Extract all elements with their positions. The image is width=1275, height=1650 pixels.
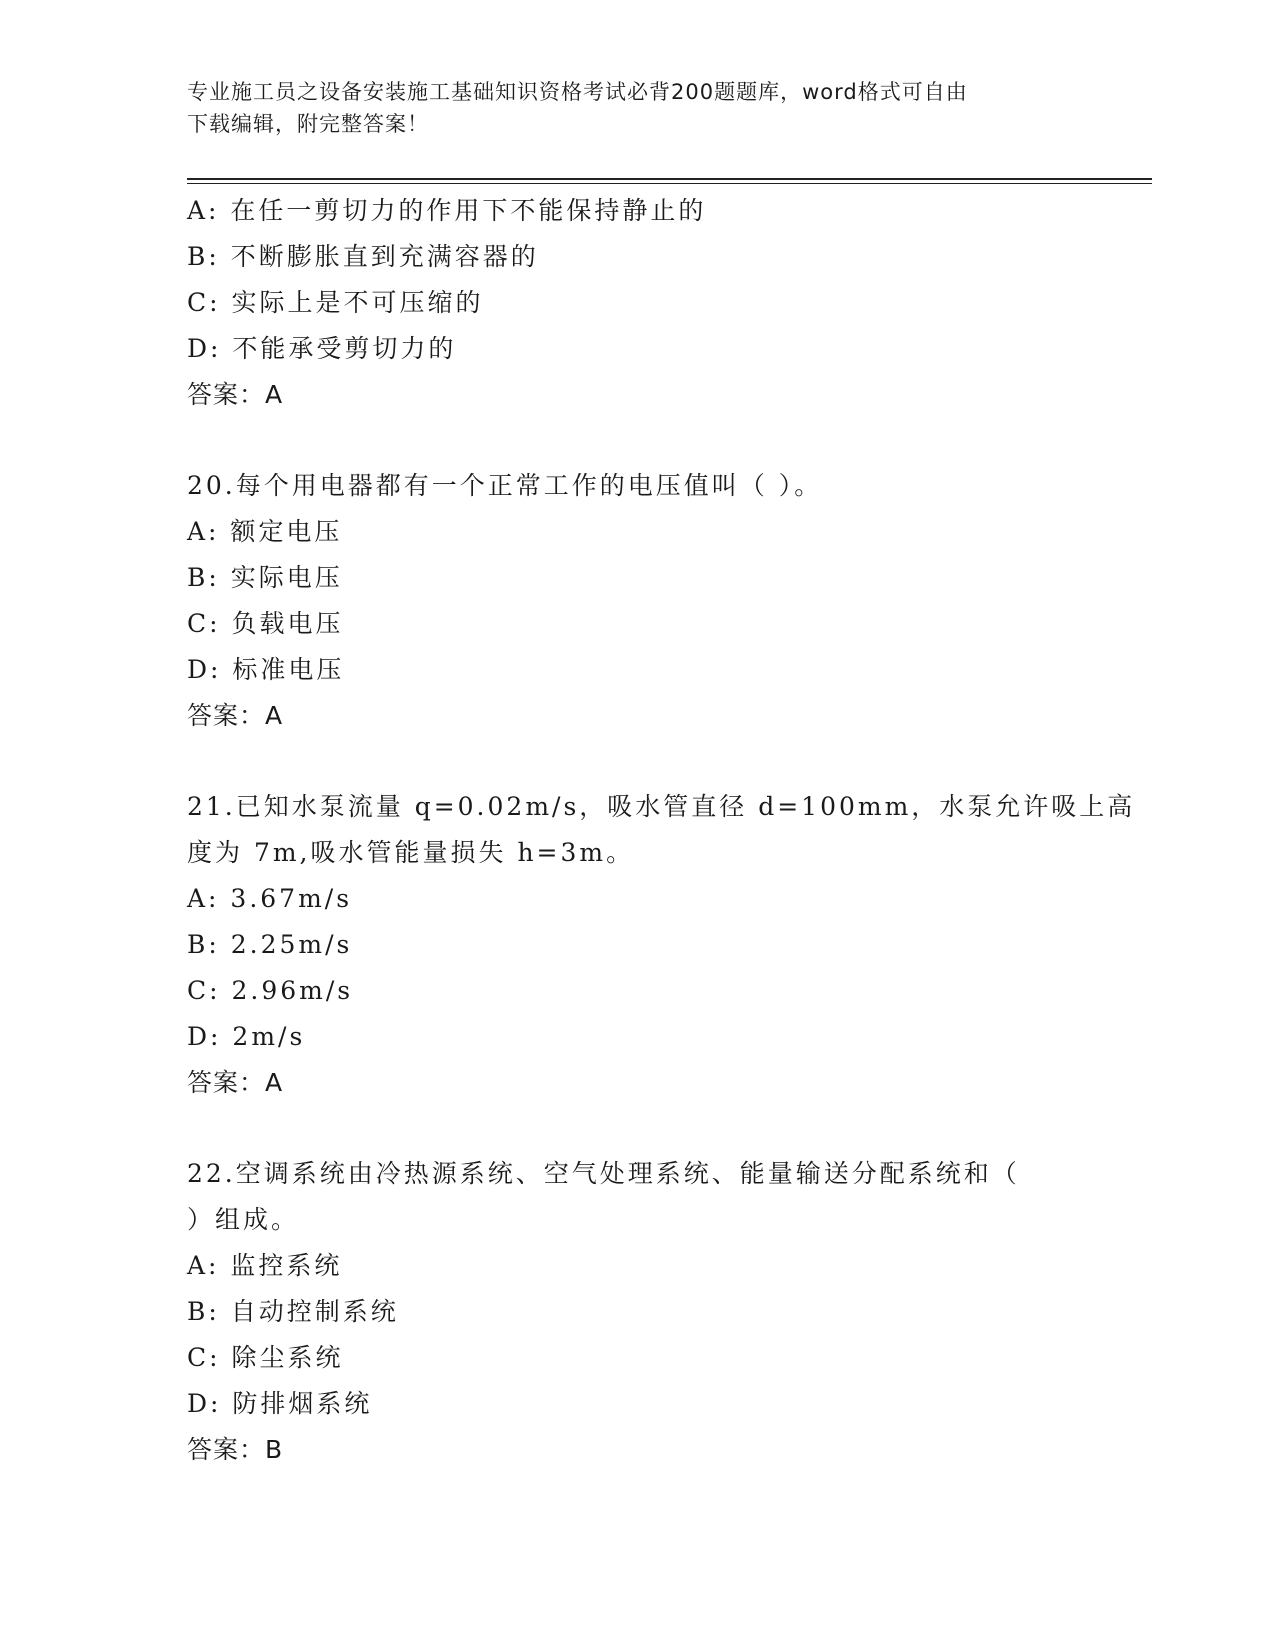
header-rule-thin [187,183,1152,184]
answer: 答案：B [187,1435,284,1464]
question-21 [187,784,1152,1106]
option-a: A: 3.67m/s [187,884,353,913]
option-a: A: 监控系统 [187,1251,343,1280]
option-c: C: 除尘系统 [187,1343,344,1372]
option-b: B: 2.25m/s [187,930,353,959]
option-c: C: 2.96m/s [187,976,354,1005]
header-line-2: 下载编辑，附完整答案！ [187,112,429,136]
question-stem: 20.每个用电器都有一个正常工作的电压值叫（ ）。 [187,471,823,500]
option-b: B: 实际电压 [187,563,343,592]
option-a: A: 额定电压 [187,517,343,546]
option-d: D: 标准电压 [187,655,345,684]
answer: 答案：A [187,1068,284,1097]
question-list [187,188,1152,1473]
option-a: A: 在任一剪切力的作用下不能保持静止的 [187,196,707,225]
question-stem-line-2: ）组成。 [187,1205,300,1234]
header-rule-thick [187,178,1152,180]
option-d: D: 不能承受剪切力的 [187,334,457,363]
option-b: B: 不断膨胀直到充满容器的 [187,242,539,271]
option-d: D: 防排烟系统 [187,1389,373,1418]
option-c: C: 实际上是不可压缩的 [187,288,484,317]
question-stem-line-1: 21.已知水泵流量 q=0.02m/s，吸水管直径 d=100mm，水泵允许吸上高 [187,792,1136,821]
header-line-1: 专业施工员之设备安装施工基础知识资格考试必背200题题库，word格式可自由 [187,80,968,104]
question-19 [187,188,1152,418]
answer: 答案：A [187,380,284,409]
question-22 [187,1151,1152,1473]
question-stem-line-1: 22.空调系统由冷热源系统、空气处理系统、能量输送分配系统和（ [187,1159,1020,1188]
option-b: B: 自动控制系统 [187,1297,399,1326]
answer: 答案：A [187,701,284,730]
question-stem-line-2: 度为 7m,吸水管能量损失 h=3m。 [187,838,635,867]
question-20 [187,463,1152,739]
option-c: C: 负载电压 [187,609,344,638]
option-d: D: 2m/s [187,1022,306,1051]
document-header [187,76,1067,140]
